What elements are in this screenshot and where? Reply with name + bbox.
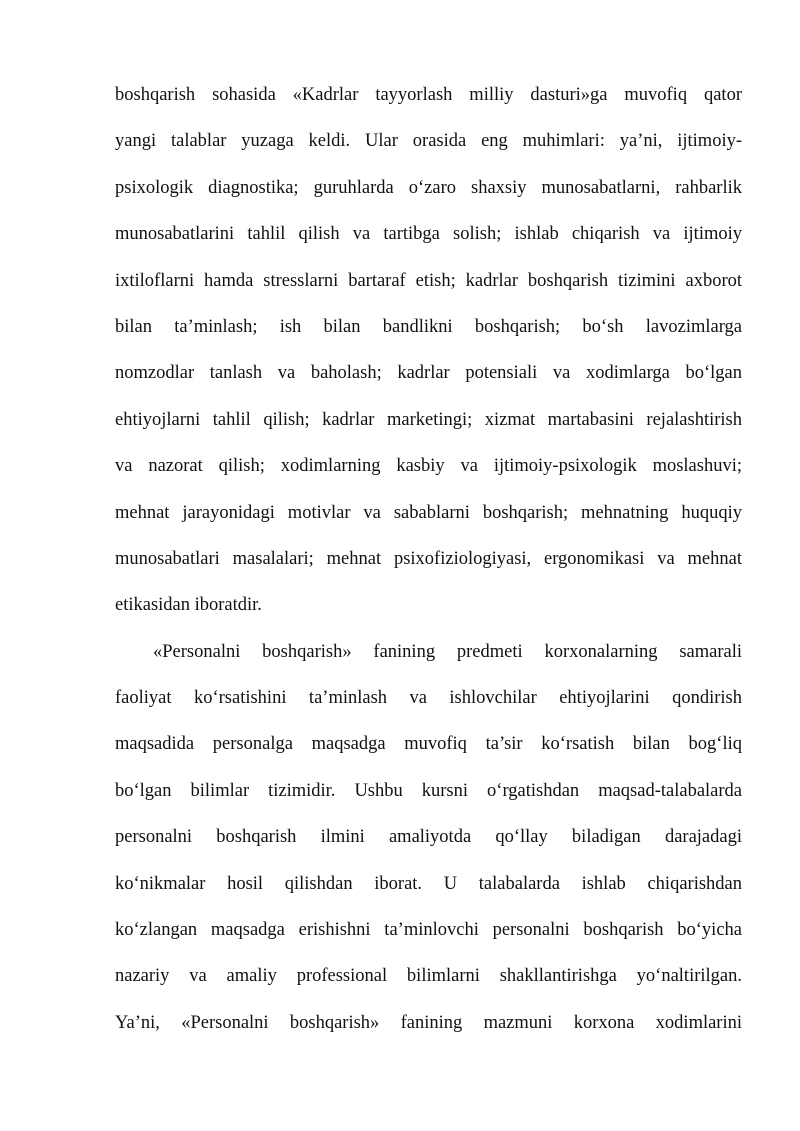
text-line: ixtiloflarni hamda stresslarni bartaraf etish; kadrlar boshqarish tizimini axborot — [115, 270, 742, 291]
text-line: boshqarish sohasida «Kadrlar tayyorlash milliy dasturi»ga muvofiq qator — [115, 85, 742, 105]
text-line: psixologik diagnostika; guruhlarda o‘zaro shaxsiy munosabatlarni, rahbarlik — [115, 177, 742, 198]
text-line: va nazorat qilish; xodimlarning kasbiy va ijtimoiy-psixologik moslashuvi; — [115, 456, 742, 477]
text-line: personalni boshqarish ilmini amaliyotda qo‘llay biladigan darajadagi — [115, 827, 742, 848]
text-line: ehtiyojlarni tahlil qilish; kadrlar marketingi; xizmat martabasini rejalashtirish — [115, 409, 742, 430]
body-text — [115, 72, 742, 1046]
text-line: munosabatlarini tahlil qilish va tartibga solish; ishlab chiqarish va ijtimoiy — [115, 224, 742, 245]
text-line: maqsadida personalga maqsadga muvofiq ta’sir ko‘rsatish bilan bog‘liq — [115, 734, 742, 755]
text-line: nomzodlar tanlash va baholash; kadrlar potensiali va xodimlarga bo‘lgan — [115, 363, 742, 384]
text-line: nazariy va amaliy professional bilimlarni shakllantirishga yo‘naltirilgan. — [115, 966, 742, 987]
text-line: faoliyat ko‘rsatishini ta’minlash va ishlovchilar ehtiyojlarini qondirish — [115, 688, 742, 709]
paragraph-end-line: etikasidan iboratdir. — [115, 595, 262, 616]
text-line: ko‘zlangan maqsadga erishishni ta’minlovchi personalni boshqarish bo‘yicha — [115, 920, 742, 941]
text-line: bilan ta’minlash; ish bilan bandlikni boshqarish; bo‘sh lavozimlarga — [115, 316, 742, 337]
text-line: mehnat jarayonidagi motivlar va sabablarni boshqarish; mehnatning huquqiy — [115, 502, 742, 523]
paragraph-first-line: «Personalni boshqarish» fanining predmeti korxonalarning samarali — [153, 641, 742, 662]
text-line: yangi talablar yuzaga keldi. Ular orasida eng muhimlari: ya’ni, ijtimoiy- — [115, 131, 742, 152]
text-line: ko‘nikmalar hosil qilishdan iborat. U talabalarda ishlab chiqarishdan — [115, 873, 742, 894]
text-line: munosabatlari masalalari; mehnat psixofiziologiyasi, ergonomikasi va mehnat — [115, 548, 742, 569]
text-line: Ya’ni, «Personalni boshqarish» fanining mazmuni korxona xodimlarini — [115, 1012, 742, 1033]
text-line: bo‘lgan bilimlar tizimidir. Ushbu kursni o‘rgatishdan maqsad-talabalarda — [115, 780, 742, 801]
